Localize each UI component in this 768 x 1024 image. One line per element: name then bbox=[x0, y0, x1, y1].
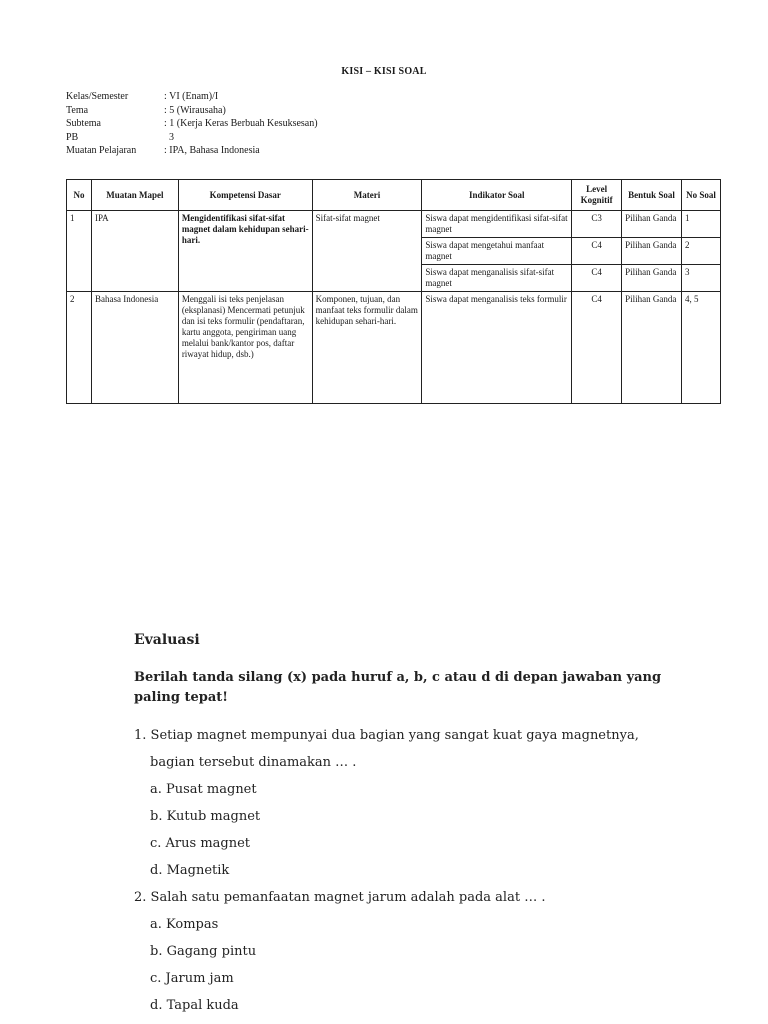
meta-row-pb bbox=[66, 131, 318, 145]
answer-option-a: a. Kompas bbox=[150, 917, 219, 932]
answer-option-d: d. Tapal kuda bbox=[150, 998, 239, 1013]
meta-key: Subtema bbox=[66, 118, 101, 130]
meta-value: 3 bbox=[164, 131, 174, 143]
meta-row-tema bbox=[66, 104, 318, 118]
answer-option-d: d. Magnetik bbox=[150, 863, 230, 878]
col-header-indikator: Indikator Soal bbox=[422, 180, 572, 211]
question-line: Setiap magnet mempunyai dua bagian yang sangat kuat gaya magnetnya, bbox=[150, 728, 639, 743]
col-header-materi: Materi bbox=[312, 180, 422, 211]
question-number: 2. bbox=[134, 890, 147, 905]
table-header-row bbox=[67, 180, 721, 211]
answer-option-c: c. Arus magnet bbox=[150, 836, 251, 851]
col-header-nosoal: No Soal bbox=[681, 180, 720, 211]
cell-level: C3 bbox=[572, 211, 622, 238]
cell-no: 2 bbox=[67, 292, 92, 404]
col-header-kd: Kompetensi Dasar bbox=[178, 180, 312, 211]
cell-materi: Sifat-sifat magnet bbox=[312, 211, 422, 292]
cell-bentuk: Pilihan Ganda bbox=[622, 292, 682, 404]
meta-key: Tema bbox=[66, 104, 89, 116]
cell-kd: Menggali isi teks penjelasan (eksplanasi) Mencermati petunjuk dan isi teks formulir (pendaftaran, kartu anggota, pengiriman uang melalui bank/kantor pos, daftar riwayat hidup, dsb.) bbox=[178, 292, 312, 404]
col-header-no: No bbox=[67, 180, 92, 211]
meta-value: : IPA, Bahasa Indonesia bbox=[164, 145, 260, 157]
cell-indikator: Siswa dapat mengetahui manfaat magnet bbox=[422, 238, 572, 265]
meta-key: PB bbox=[66, 131, 79, 143]
col-header-bentuk: Bentuk Soal bbox=[622, 180, 682, 211]
question-number: 1. bbox=[134, 728, 147, 743]
meta-row-subtema bbox=[66, 117, 318, 131]
meta-value: : 1 (Kerja Keras Berbuah Kesuksesan) bbox=[164, 118, 318, 130]
meta-value: : 5 (Wirausaha) bbox=[164, 104, 226, 116]
cell-kd: Mengidentifikasi sifat-sifat magnet dalam kehidupan sehari-hari. bbox=[178, 211, 312, 292]
meta-key: Muatan Pelajaran bbox=[66, 145, 137, 157]
question-line-continued: bagian tersebut dinamakan … . bbox=[150, 755, 357, 770]
answer-option-b: b. Kutub magnet bbox=[150, 809, 261, 824]
col-header-mapel: Muatan Mapel bbox=[91, 180, 178, 211]
cell-level: C4 bbox=[572, 265, 622, 292]
meta-row-kelas bbox=[66, 90, 318, 104]
cell-indikator: Siswa dapat menganalisis sifat-sifat magnet bbox=[422, 265, 572, 292]
metadata-block bbox=[66, 90, 318, 158]
cell-indikator: Siswa dapat mengidentifikasi sifat-sifat magnet bbox=[422, 211, 572, 238]
cell-indikator: Siswa dapat menganalisis teks formulir bbox=[422, 292, 572, 404]
cell-nosoal: 4, 5 bbox=[681, 292, 720, 404]
cell-nosoal: 3 bbox=[681, 265, 720, 292]
answer-option-b: b. Gagang pintu bbox=[150, 944, 257, 959]
cell-nosoal: 1 bbox=[681, 211, 720, 238]
evaluation-instruction: Berilah tanda silang (x) pada huruf a, b, c atau d di depan jawaban yang paling tepat! bbox=[134, 670, 662, 705]
question-2 bbox=[134, 884, 694, 1019]
cell-mapel: IPA bbox=[91, 211, 178, 292]
cell-bentuk: Pilihan Ganda bbox=[622, 238, 682, 265]
col-header-level: Level Kognitif bbox=[572, 180, 622, 211]
meta-row-muatan bbox=[66, 144, 318, 158]
cell-bentuk: Pilihan Ganda bbox=[622, 265, 682, 292]
cell-level: C4 bbox=[572, 292, 622, 404]
evaluation-section bbox=[134, 632, 694, 1019]
table-row bbox=[67, 211, 721, 238]
question-line: Salah satu pemanfaatan magnet jarum adalah pada alat … . bbox=[150, 890, 546, 905]
cell-no: 1 bbox=[67, 211, 92, 292]
cell-level: C4 bbox=[572, 238, 622, 265]
cell-mapel: Bahasa Indonesia bbox=[91, 292, 178, 404]
kisi-table bbox=[66, 179, 721, 404]
evaluation-title: Evaluasi bbox=[134, 632, 200, 648]
table-row bbox=[67, 292, 721, 404]
answer-option-c: c. Jarum jam bbox=[150, 971, 234, 986]
answer-option-a: a. Pusat magnet bbox=[150, 782, 257, 797]
meta-value: : VI (Enam)/I bbox=[164, 91, 219, 102]
question-text bbox=[134, 884, 694, 911]
cell-materi: Komponen, tujuan, dan manfaat teks formulir dalam kehidupan sehari-hari. bbox=[312, 292, 422, 404]
cell-bentuk: Pilihan Ganda bbox=[622, 211, 682, 238]
document-title: KISI – KISI SOAL bbox=[341, 66, 427, 77]
question-text bbox=[134, 722, 694, 749]
meta-key: Kelas/Semester bbox=[66, 91, 129, 102]
cell-nosoal: 2 bbox=[681, 238, 720, 265]
question-1 bbox=[134, 722, 694, 884]
